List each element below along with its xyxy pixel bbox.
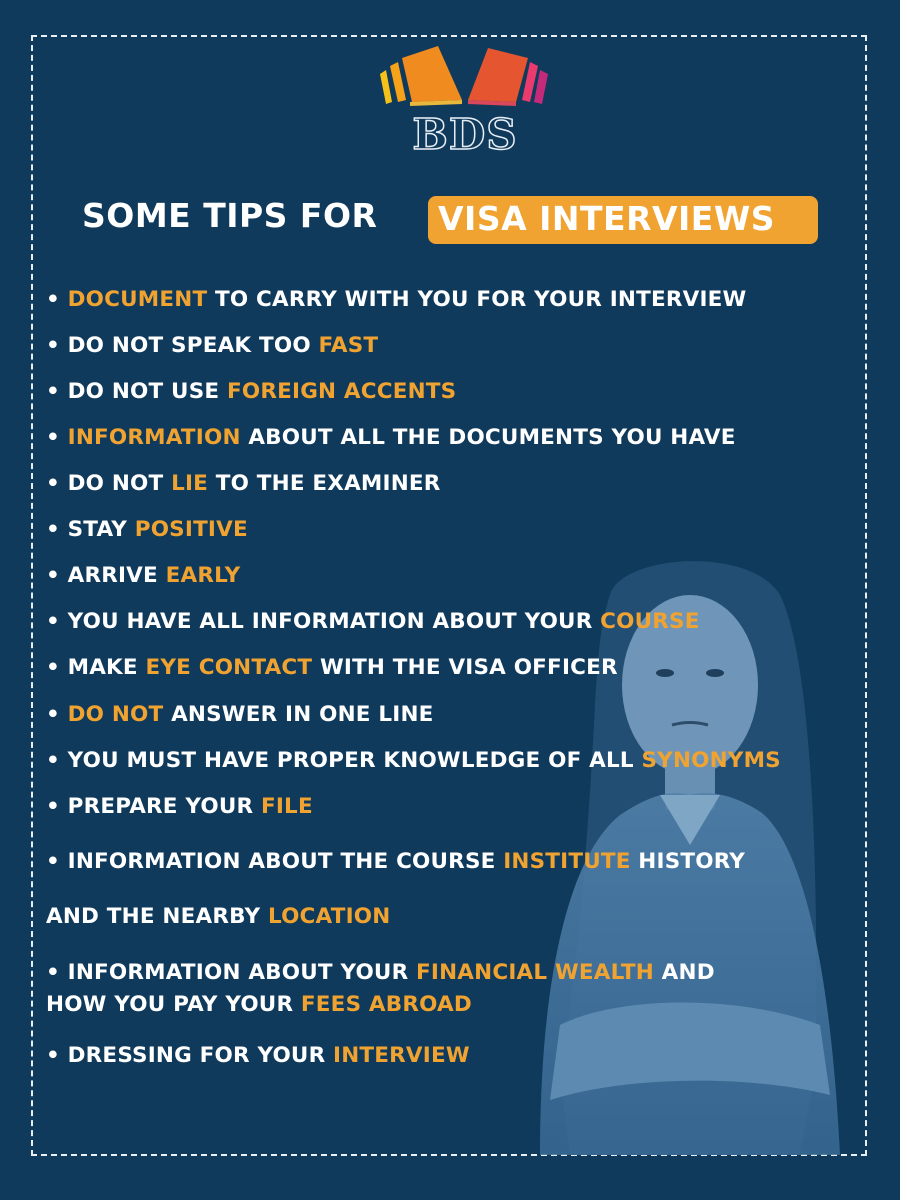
- tip-highlight: INTERVIEW: [333, 1043, 470, 1068]
- tip-text: • ARRIVE: [46, 563, 166, 588]
- tip-item: [46, 517, 248, 542]
- tip-item: [46, 563, 240, 588]
- tip-text: • PREPARE YOUR: [46, 794, 261, 819]
- tip-item: [46, 702, 434, 727]
- tip-text: • DO NOT USE: [46, 379, 227, 404]
- tip-text: •: [46, 287, 68, 312]
- tip-highlight: SYNONYMS: [641, 748, 781, 773]
- tip-highlight: INFORMATION: [67, 425, 241, 450]
- tip-highlight: FAST: [318, 333, 379, 358]
- tip-highlight: INSTITUTE: [503, 849, 631, 874]
- tip-text: • STAY: [46, 517, 135, 542]
- tip-highlight: FINANCIAL WEALTH: [416, 960, 654, 985]
- tip-item: [46, 849, 745, 874]
- tip-highlight: LIE: [171, 471, 209, 496]
- page-title: SOME TIPS FOR: [82, 196, 378, 235]
- tip-text: AND THE NEARBY: [46, 904, 268, 929]
- tip-highlight: FEES ABROAD: [300, 992, 472, 1017]
- tip-item: [46, 333, 378, 358]
- open-book-icon: [378, 44, 552, 114]
- tip-item: [46, 992, 472, 1017]
- tip-text: •: [46, 425, 68, 450]
- tip-text: • DO NOT: [46, 471, 172, 496]
- tip-highlight: FILE: [260, 794, 313, 819]
- tip-text: TO THE EXAMINER: [208, 471, 441, 496]
- tip-highlight: EARLY: [165, 563, 241, 588]
- tip-text: AND: [654, 960, 715, 985]
- tip-item: [46, 794, 313, 819]
- tip-highlight: DO NOT: [67, 702, 164, 727]
- tip-text: HISTORY: [630, 849, 746, 874]
- tip-text: ABOUT ALL THE DOCUMENTS YOU HAVE: [240, 425, 736, 450]
- page-title-highlight: VISA INTERVIEWS: [438, 199, 776, 238]
- tip-highlight: LOCATION: [267, 904, 391, 929]
- tip-text: • INFORMATION ABOUT THE COURSE: [46, 849, 504, 874]
- tip-item: [46, 655, 618, 680]
- tip-text: HOW YOU PAY YOUR: [46, 992, 301, 1017]
- tip-item: [46, 379, 456, 404]
- tip-item: [46, 904, 390, 929]
- tip-text: • INFORMATION ABOUT YOUR: [46, 960, 417, 985]
- tip-item: [46, 748, 781, 773]
- tip-text: ANSWER IN ONE LINE: [163, 702, 434, 727]
- tip-highlight: POSITIVE: [134, 517, 248, 542]
- tip-text: • YOU HAVE ALL INFORMATION ABOUT YOUR: [46, 609, 601, 634]
- tip-text: • DO NOT SPEAK TOO: [46, 333, 319, 358]
- tip-item: [46, 960, 715, 985]
- brand-logo-text: BDS: [412, 110, 518, 159]
- tip-item: [46, 1043, 470, 1068]
- tip-item: [46, 609, 700, 634]
- tip-text: • MAKE: [46, 655, 146, 680]
- tip-item: [46, 425, 736, 450]
- tip-text: • YOU MUST HAVE PROPER KNOWLEDGE OF ALL: [46, 748, 642, 773]
- tip-highlight: COURSE: [600, 609, 700, 634]
- tip-highlight: DOCUMENT: [67, 287, 208, 312]
- tip-text: TO CARRY WITH YOU FOR YOUR INTERVIEW: [207, 287, 747, 312]
- tip-item: [46, 287, 746, 312]
- tip-text: WITH THE VISA OFFICER: [312, 655, 618, 680]
- tip-highlight: EYE CONTACT: [145, 655, 313, 680]
- brand-logo: [378, 44, 552, 164]
- tip-text: • DRESSING FOR YOUR: [46, 1043, 334, 1068]
- tip-item: [46, 471, 441, 496]
- tip-text: •: [46, 702, 68, 727]
- tip-highlight: FOREIGN ACCENTS: [226, 379, 457, 404]
